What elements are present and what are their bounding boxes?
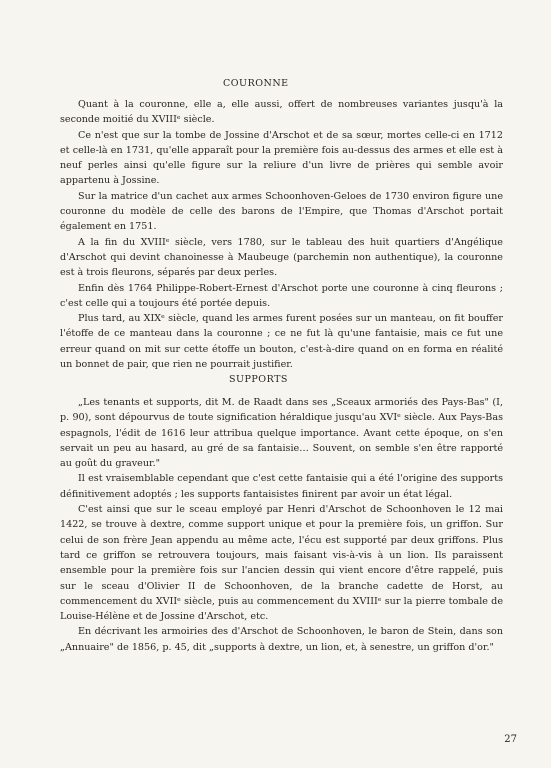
supports-paragraph: Il est vraisemblable cependant que c'est cette fantaisie qui a été l'origine des supports définitivement adoptés ; les supports fantaisistes finirent par avoir un état légal.: [60, 473, 503, 500]
couronne-paragraph: A la fin du XVIIIᵉ siècle, vers 1780, sur le tableau des huit quartiers d'Angélique d'Arschot qui devint chanoinesse à Maubeuge (parchemin non authentique), la couronne est à trois fleurons, séparés par deux perles.: [60, 236, 503, 279]
couronne-paragraph: Enfin dès 1764 Philippe-Robert-Ernest d'Arschot porte une couronne à cinq fleurons ; c'est celle qui a toujours été portée depuis.: [60, 282, 503, 309]
supports-paragraph: „Les tenants et supports, dit M. de Raadt dans ses „Sceaux armoriés des Pays-Bas" (I, p. 90), sont dépourvus de toute signification héraldique jusqu'au XVIᵉ siècle. Aux Pays-Bas espagnols, l'édit de 1616 leur attribua quelque importance. Avant cette époque, on s'en servait un peu au hasard, au gré de sa fantaisie… Souvent, on semble s'en être rapporté au goût du graveur.": [60, 397, 503, 470]
section-heading-couronne: COURONNE: [223, 78, 289, 89]
supports-text: [60, 395, 503, 655]
couronne-paragraph: Quant à la couronne, elle a, elle aussi, offert de nombreuses variantes jusqu'à la seconde moitié du XVIIIᵉ siècle.: [60, 99, 503, 126]
supports-paragraph: C'est ainsi que sur le sceau employé par Henri d'Arschot de Schoonhoven le 12 mai 1422, se trouve à dextre, comme support unique et pour la première fois, un griffon. Sur celui de son frère Jean appendu au même acte, l'écu est supporté par deux griffons. Plus tard ce griffon se retrouvera toujours, mais faisant vis-à-vis à un lion. Ils paraissent ensemble pour la première fois sur l'ancien dessin qui vient encore d'être rappelé, puis sur le sceau d'Olivier II de Schoonhoven, de la branche cadette de Horst, au commencement du XVIIᵉ siècle, puis au commencement du XVIIIᵉ sur la pierre tombale de Louise-Hélène et de Jossine d'Arschot, etc.: [60, 504, 503, 623]
couronne-paragraph: Sur la matrice d'un cachet aux armes Schoonhoven-Geloes de 1730 environ figure une couronne du modèle de celle des barons de l'Empire, que Thomas d'Arschot portait également en 1751.: [60, 190, 503, 233]
section-heading-supports: SUPPORTS: [229, 374, 288, 385]
supports-paragraph: En décrivant les armoiries des d'Arschot de Schoonhoven, le baron de Stein, dans son „Annuaire" de 1856, p. 45, dit „supports à dextre, un lion, et, à senestre, un griffon d'or.": [60, 626, 503, 653]
page-number: 27: [504, 734, 517, 745]
couronne-text: [60, 97, 503, 372]
couronne-paragraph: Plus tard, au XIXᵉ siècle, quand les armes furent posées sur un manteau, on fit bouffer l'étoffe de ce manteau dans la couronne ; ce ne fut là qu'une fantaisie, mais ce fut une erreur quand on mit sur cette étoffe un bouton, c'est-à-dire quand on en forma en réalité un bonnet de pair, que rien ne pourrait justifier.: [60, 313, 503, 371]
couronne-paragraph: Ce n'est que sur la tombe de Jossine d'Arschot et de sa sœur, mortes celle-ci en 1712 et celle-là en 1731, qu'elle apparaît pour la première fois au-dessus des armes et elle est à neuf perles ainsi qu'elle figure sur la reliure d'un livre de prières qui semble avoir appartenu à Jossine.: [60, 129, 503, 187]
